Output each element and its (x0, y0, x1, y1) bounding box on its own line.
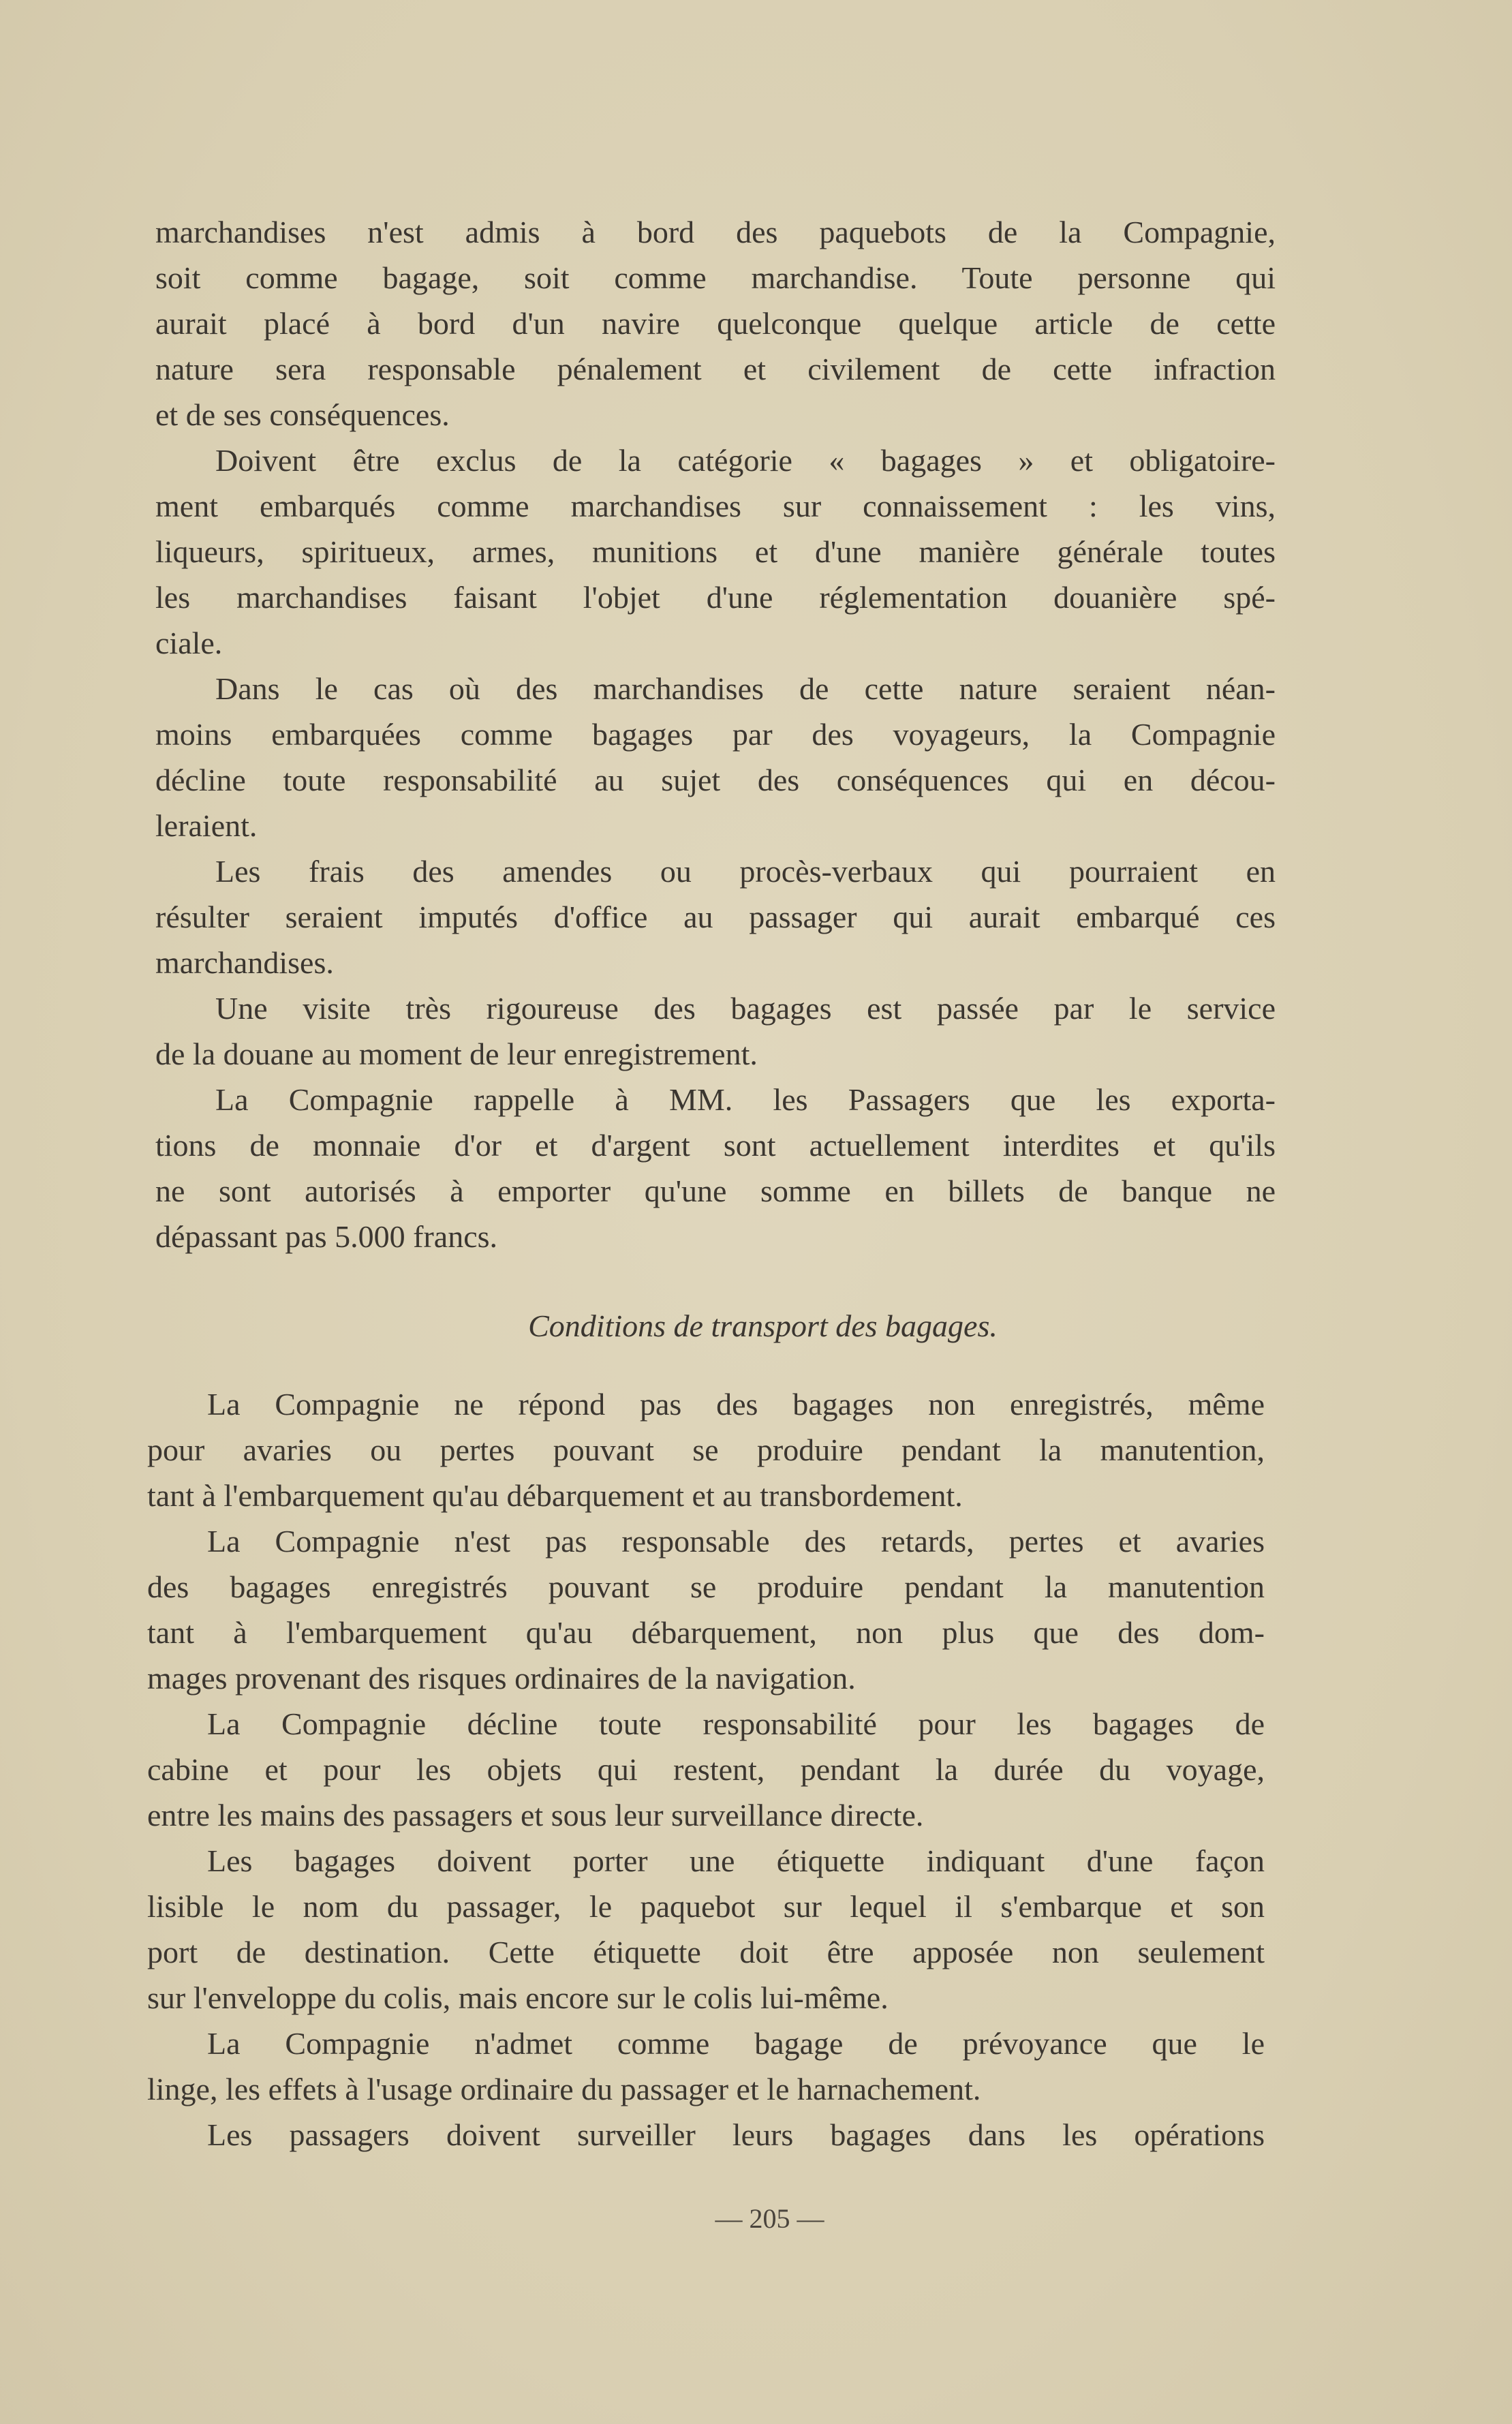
text-line: dépassant pas 5.000 francs. (155, 1219, 498, 1254)
text-line: tant à l'embarquement qu'au débarquement, non plus que des dom- (147, 1615, 1265, 1650)
text-line: marchandises. (155, 945, 334, 980)
paragraph (155, 209, 1276, 438)
paragraph (147, 1518, 1265, 1701)
text-line: mages provenant des risques ordinaires de la navigation. (147, 1661, 856, 1696)
text-line: Doivent être exclus de la catégorie « bagages » et obligatoire- (215, 443, 1276, 478)
paragraph (155, 666, 1276, 848)
text-line: marchandises n'est admis à bord des paquebots de la Compagnie, (155, 215, 1276, 249)
text-line: de la douane au moment de leur enregistrement. (155, 1037, 758, 1071)
text-line: des bagages enregistrés pouvant se produire pendant la manutention (147, 1569, 1265, 1604)
text-line: linge, les effets à l'usage ordinaire du passager et le harnachement. (147, 2072, 981, 2106)
text-line: soit comme bagage, soit comme marchandise. Toute personne qui (155, 260, 1276, 295)
text-line: La Compagnie décline toute responsabilité pour les bagages de (207, 1706, 1265, 1741)
text-line: La Compagnie n'admet comme bagage de prévoyance que le (207, 2026, 1265, 2061)
text-line: tions de monnaie d'or et d'argent sont actuellement interdites et qu'ils (155, 1128, 1276, 1163)
text-line: Les bagages doivent porter une étiquette indiquant d'une façon (207, 1843, 1265, 1878)
paragraph (147, 1701, 1265, 1838)
text-line: décline toute responsabilité au sujet des conséquences qui en décou- (155, 763, 1276, 797)
text-line: cabine et pour les objets qui restent, pendant la durée du voyage, (147, 1752, 1265, 1787)
paragraph (147, 2112, 1265, 2158)
text-line: résulter seraient imputés d'office au passager qui aurait embarqué ces (155, 900, 1276, 934)
text-line: Dans le cas où des marchandises de cette nature seraient néan- (215, 671, 1276, 706)
text-line: tant à l'embarquement qu'au débarquement et au transbordement. (147, 1478, 963, 1513)
text-line: La Compagnie n'est pas responsable des retards, pertes et avaries (207, 1524, 1265, 1559)
text-line: leraient. (155, 808, 258, 843)
text-line: et de ses conséquences. (155, 397, 450, 432)
text-line: entre les mains des passagers et sous leur surveillance directe. (147, 1798, 924, 1832)
text-line: lisible le nom du passager, le paquebot sur lequel il s'embarque et son (147, 1889, 1265, 1924)
paragraph (147, 2021, 1265, 2112)
section-heading: Conditions de transport des bagages. (528, 1308, 998, 1343)
text-line: Une visite très rigoureuse des bagages est passée par le service (215, 991, 1276, 1026)
paragraph (155, 438, 1276, 666)
text-line: Les passagers doivent surveiller leurs bagages dans les opérations (207, 2117, 1265, 2152)
text-line: nature sera responsable pénalement et civilement de cette infraction (155, 352, 1276, 386)
paragraph (155, 985, 1276, 1077)
text-line: La Compagnie rappelle à MM. les Passagers que les exporta- (215, 1082, 1276, 1117)
text-line: pour avaries ou pertes pouvant se produire pendant la manutention, (147, 1432, 1265, 1467)
text-line: sur l'enveloppe du colis, mais encore sur le colis lui-même. (147, 1980, 889, 2015)
text-line: aurait placé à bord d'un navire quelconque quelque article de cette (155, 306, 1276, 341)
text-line: moins embarquées comme bagages par des voyageurs, la Compagnie (155, 717, 1276, 752)
body-text-section-2 (147, 1381, 1265, 2158)
text-line: ciale. (155, 626, 223, 660)
paragraph (147, 1381, 1265, 1518)
text-line: ne sont autorisés à emporter qu'une somme en billets de banque ne (155, 1173, 1276, 1208)
text-line: liqueurs, spiritueux, armes, munitions et d'une manière générale toutes (155, 534, 1276, 569)
body-text-section-1 (155, 209, 1276, 1259)
text-line: Les frais des amendes ou procès-verbaux qui pourraient en (215, 854, 1276, 889)
paragraph (147, 1838, 1265, 2021)
text-line: les marchandises faisant l'objet d'une réglementation douanière spé- (155, 580, 1276, 615)
paragraph (155, 848, 1276, 985)
text-line: ment embarqués comme marchandises sur connaissement : les vins, (155, 489, 1276, 523)
text-line: La Compagnie ne répond pas des bagages non enregistrés, même (207, 1387, 1265, 1422)
page-number: — 205 — (715, 2203, 824, 2234)
paragraph (155, 1077, 1276, 1259)
text-line: port de destination. Cette étiquette doit être apposée non seulement (147, 1935, 1265, 1969)
